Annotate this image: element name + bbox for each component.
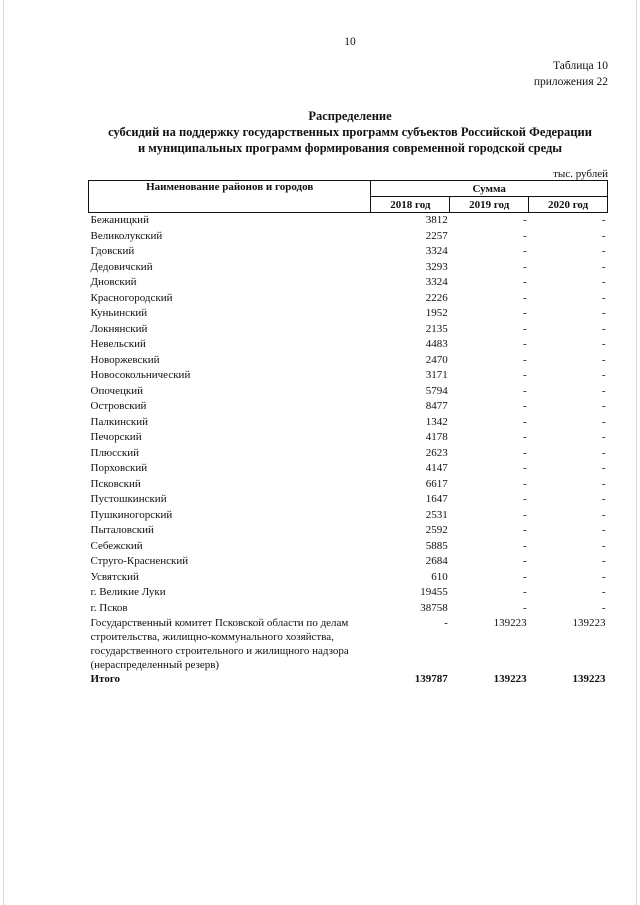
district-name: Плюсский [90,446,140,459]
table-row [89,477,608,493]
value-2020: - [601,539,606,552]
value-2020: - [601,601,606,614]
value-2018: 3293 [425,260,448,273]
table-row [89,337,608,353]
value-2019: - [522,307,527,319]
district-name: Новоржевский [90,353,160,366]
column-header-2020: 2020 год [529,197,608,213]
value-2018: 3324 [425,245,448,257]
district-name: Бежаницкий [90,214,149,226]
table-body [89,213,608,688]
value-2020: - [601,307,606,319]
table-row [89,430,608,446]
table-row [89,260,608,276]
district-name: Опочецкий [90,384,143,397]
district-name: Псковский [90,477,141,490]
value-2019: - [522,477,527,490]
page-number: 10 [344,36,356,48]
table-row [89,275,608,291]
district-name: Пыталовский [90,524,154,536]
total-2019: 139223 [493,673,527,685]
value-2018: 5885 [425,539,448,552]
value-2019: - [522,539,527,552]
district-name: Пустошкинский [90,493,167,505]
value-2018: 1952 [425,307,448,319]
table-row [89,446,608,462]
district-name: Порховский [90,462,148,474]
appendix-label: приложения 22 [533,76,608,88]
district-name: Палкинский [90,415,149,428]
value-2019: - [522,601,527,614]
value-2018: 2257 [425,229,448,242]
column-header-sum: Сумма [371,181,608,197]
value-2018: 3171 [425,369,448,381]
column-header-2019: 2019 год [450,197,529,213]
committee-2020: 139223 [572,617,606,629]
value-2018: 38758 [420,601,448,614]
value-2018: 3324 [425,276,448,288]
district-name: Гдовский [90,245,135,257]
value-2018: 6617 [425,477,448,490]
table-row [89,554,608,570]
value-2020: - [601,493,606,505]
district-name: г. Псков [90,601,128,614]
table-row [89,461,608,477]
table-row [89,601,608,617]
table-row [89,229,608,245]
value-2019: - [522,214,527,226]
value-2018: 8477 [425,400,448,412]
value-2019: - [522,229,527,242]
value-2019: - [522,322,527,335]
value-2020: - [601,276,606,288]
value-2020: - [601,415,606,428]
value-2018: 1647 [425,493,448,505]
value-2019: - [522,384,527,397]
value-2018: 2623 [425,446,448,459]
table-row [89,291,608,307]
value-2019: - [522,369,527,381]
table-header-row [89,181,608,197]
value-2019: - [522,431,527,443]
district-name: Островский [90,400,147,412]
district-name: Великолукский [90,229,163,242]
value-2018: 19455 [420,586,448,598]
value-2020: - [601,524,606,536]
value-2020: - [601,555,606,567]
value-2019: - [522,276,527,288]
table-row [89,570,608,586]
value-2019: - [522,260,527,273]
committee-name-line: государственного строительного и жилищного надзора [90,645,349,657]
total-row [89,672,608,688]
committee-name-line: Государственный комитет Псковской области по делам [90,617,349,629]
table-row [89,213,608,229]
committee-name [89,616,371,672]
value-2018: 2470 [425,353,448,366]
scan-edge-left [3,0,4,905]
column-header-name: Наименование районов и городов [89,181,371,213]
value-2019: - [522,462,527,474]
district-name: Себежский [90,539,143,552]
table-row [89,368,608,384]
value-2020: - [601,369,606,381]
table-label: Таблица 10 [553,60,608,72]
table-row [89,399,608,415]
value-2019: - [522,415,527,428]
value-2018: 610 [431,570,448,583]
total-2020: 139223 [572,673,606,685]
value-2019: - [522,508,527,521]
district-name: Пушкиногорский [90,508,173,521]
table-row [89,384,608,400]
value-2020: - [601,508,606,521]
value-2019: - [522,338,527,350]
committee-2018: - [444,617,448,629]
value-2018: 4147 [425,462,448,474]
value-2018: 2226 [425,291,448,304]
value-2019: - [522,555,527,567]
title-line-2: субсидий на поддержку государственных программ субъектов Российской Федерации [108,125,592,139]
value-2019: - [522,291,527,304]
column-header-2018: 2018 год [371,197,450,213]
subsidy-table [88,180,608,688]
value-2020: - [601,431,606,443]
value-2020: - [601,214,606,226]
table-row [89,492,608,508]
value-2019: - [522,353,527,366]
value-2020: - [601,400,606,412]
value-2019: - [522,570,527,583]
value-2018: 2531 [425,508,448,521]
value-2019: - [522,446,527,459]
value-2018: 4178 [425,431,448,443]
title-line-3: и муниципальных программ формирования современной городской среды [137,141,563,155]
table-row [89,508,608,524]
value-2020: - [601,260,606,273]
total-label: Итого [90,673,121,685]
value-2020: - [601,338,606,350]
total-2018: 139787 [414,673,448,685]
value-2020: - [601,322,606,335]
value-2018: 2592 [425,524,448,536]
value-2018: 5794 [425,384,448,397]
value-2019: - [522,586,527,598]
committee-2019: 139223 [493,617,527,629]
table-row [89,585,608,601]
value-2019: - [522,400,527,412]
district-name: Локнянский [90,322,148,335]
committee-row [89,616,608,672]
value-2020: - [601,353,606,366]
committee-name-line: (нераспределенный резерв) [90,659,220,671]
value-2020: - [601,291,606,304]
table-row [89,322,608,338]
table-row [89,523,608,539]
value-2019: - [522,524,527,536]
value-2020: - [601,245,606,257]
value-2019: - [522,493,527,505]
table-row [89,415,608,431]
value-2018: 3812 [425,214,448,226]
table-row [89,539,608,555]
title-line-1: Распределение [308,109,392,123]
district-name: Новосокольнический [90,369,191,381]
value-2020: - [601,570,606,583]
district-name: Дедовичский [90,260,153,273]
value-2020: - [601,586,606,598]
value-2018: 2684 [425,555,448,567]
committee-name-line: строительства, жилищно-коммунального хозяйства, [90,631,334,643]
district-name: Красногородский [90,291,173,304]
table-row [89,353,608,369]
value-2018: 1342 [425,415,448,428]
value-2020: - [601,384,606,397]
value-2020: - [601,446,606,459]
value-2018: 4483 [425,338,448,350]
district-name: г. Великие Луки [90,586,166,598]
district-name: Струго-Красненский [90,555,189,567]
district-name: Куньинский [90,307,148,319]
value-2020: - [601,229,606,242]
district-name: Невельский [90,338,146,350]
district-name: Печорский [90,431,142,443]
value-2020: - [601,477,606,490]
value-2018: 2135 [425,322,448,335]
value-2019: - [522,245,527,257]
district-name: Дновский [90,276,137,288]
district-name: Усвятский [90,570,139,583]
table-row [89,306,608,322]
units-label: тыс. рублей [553,168,608,180]
table-row [89,244,608,260]
value-2020: - [601,462,606,474]
